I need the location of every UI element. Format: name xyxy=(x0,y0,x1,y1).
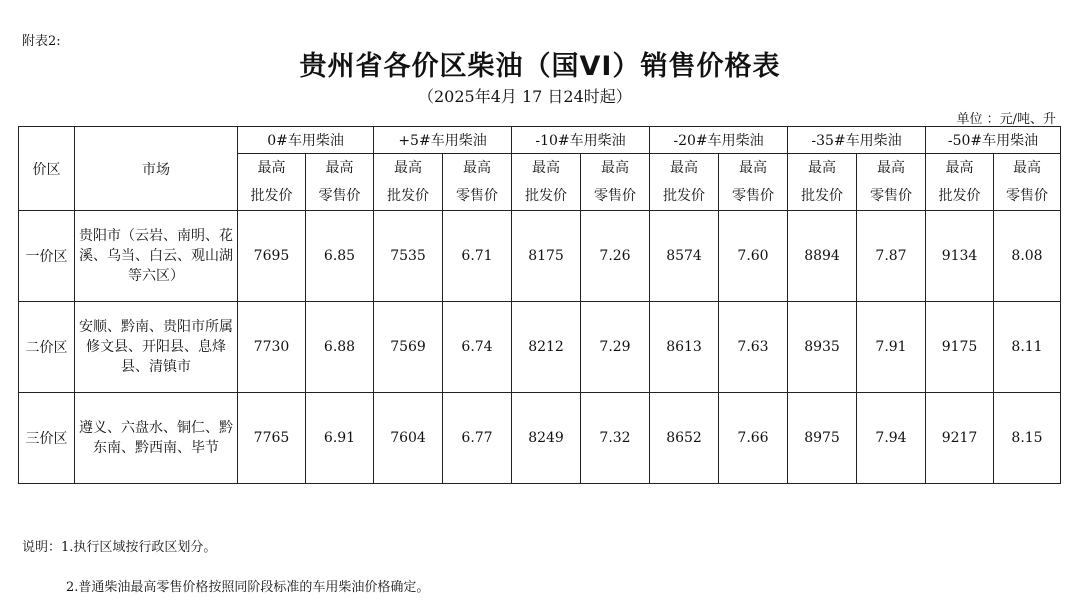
subheader-wholesale: 最高 批发价 xyxy=(926,154,994,211)
table-row xyxy=(19,302,1061,393)
wholesale-price-cell: 7604 xyxy=(374,393,443,484)
header-market: 市场 xyxy=(75,127,238,211)
retail-price-cell: 7.66 xyxy=(719,393,788,484)
subheader-wholesale: 最高 批发价 xyxy=(650,154,719,211)
attachment-label: 附表2: xyxy=(22,34,61,49)
retail-price-cell: 6.91 xyxy=(306,393,374,484)
subheader-retail: 最高 零售价 xyxy=(994,154,1061,211)
retail-price-cell: 7.94 xyxy=(857,393,926,484)
subheader-retail: 最高 零售价 xyxy=(581,154,650,211)
retail-price-cell: 7.63 xyxy=(719,302,788,393)
wholesale-price-cell: 8613 xyxy=(650,302,719,393)
wholesale-price-cell: 8894 xyxy=(788,211,857,302)
zone-cell: 三价区 xyxy=(19,393,75,484)
zone-cell: 一价区 xyxy=(19,211,75,302)
header-fuel-plus5: +5#车用柴油 xyxy=(374,127,512,154)
page-title: 贵州省各价区柴油（国VI）销售价格表 xyxy=(299,51,781,82)
retail-price-cell: 7.32 xyxy=(581,393,650,484)
wholesale-price-cell: 8212 xyxy=(512,302,581,393)
wholesale-price-cell: 8652 xyxy=(650,393,719,484)
subheader-retail: 最高 零售价 xyxy=(443,154,512,211)
wholesale-price-cell: 8175 xyxy=(512,211,581,302)
wholesale-price-cell: 8249 xyxy=(512,393,581,484)
wholesale-price-cell: 8574 xyxy=(650,211,719,302)
note-2: 2.普通柴油最高零售价格按照同阶段标准的车用柴油价格确定。 xyxy=(66,580,430,595)
subheader-wholesale: 最高 批发价 xyxy=(512,154,581,211)
retail-price-cell: 6.74 xyxy=(443,302,512,393)
table-row xyxy=(19,211,1061,302)
retail-price-cell: 8.08 xyxy=(994,211,1061,302)
wholesale-price-cell: 7535 xyxy=(374,211,443,302)
retail-price-cell: 6.77 xyxy=(443,393,512,484)
wholesale-price-cell: 9217 xyxy=(926,393,994,484)
retail-price-cell: 7.91 xyxy=(857,302,926,393)
note-1: 说明：1.执行区域按行政区划分。 xyxy=(22,540,217,555)
retail-price-cell: 7.26 xyxy=(581,211,650,302)
subheader-wholesale: 最高 批发价 xyxy=(238,154,306,211)
price-table xyxy=(18,126,1061,484)
header-zone: 价区 xyxy=(19,127,75,211)
subheader-wholesale: 最高 批发价 xyxy=(374,154,443,211)
wholesale-price-cell: 7765 xyxy=(238,393,306,484)
subheader-wholesale: 最高 批发价 xyxy=(788,154,857,211)
header-fuel-minus35: -35#车用柴油 xyxy=(788,127,926,154)
wholesale-price-cell: 9134 xyxy=(926,211,994,302)
wholesale-price-cell: 9175 xyxy=(926,302,994,393)
table-row xyxy=(19,393,1061,484)
retail-price-cell: 6.88 xyxy=(306,302,374,393)
retail-price-cell: 7.60 xyxy=(719,211,788,302)
unit-label: 单位 ：元/吨、升 xyxy=(956,112,1056,127)
retail-price-cell: 8.11 xyxy=(994,302,1061,393)
retail-price-cell: 8.15 xyxy=(994,393,1061,484)
retail-price-cell: 6.71 xyxy=(443,211,512,302)
zone-cell: 二价区 xyxy=(19,302,75,393)
retail-price-cell: 7.29 xyxy=(581,302,650,393)
header-fuel-minus20: -20#车用柴油 xyxy=(650,127,788,154)
wholesale-price-cell: 8975 xyxy=(788,393,857,484)
wholesale-price-cell: 7695 xyxy=(238,211,306,302)
effective-date: （2025年4月 17 日24时起） xyxy=(418,87,632,106)
market-cell: 安顺、黔南、贵阳市所属修文县、开阳县、息烽县、清镇市 xyxy=(75,302,238,393)
table-header-row xyxy=(19,127,1061,154)
wholesale-price-cell: 8935 xyxy=(788,302,857,393)
wholesale-price-cell: 7569 xyxy=(374,302,443,393)
header-fuel-minus10: -10#车用柴油 xyxy=(512,127,650,154)
header-fuel-0: 0#车用柴油 xyxy=(238,127,374,154)
market-cell: 贵阳市（云岩、南明、花溪、乌当、白云、观山湖等六区） xyxy=(75,211,238,302)
subheader-retail: 最高 零售价 xyxy=(719,154,788,211)
retail-price-cell: 7.87 xyxy=(857,211,926,302)
retail-price-cell: 6.85 xyxy=(306,211,374,302)
wholesale-price-cell: 7730 xyxy=(238,302,306,393)
header-fuel-minus50: -50#车用柴油 xyxy=(926,127,1061,154)
market-cell: 遵义、六盘水、铜仁、黔东南、黔西南、毕节 xyxy=(75,393,238,484)
subheader-retail: 最高 零售价 xyxy=(857,154,926,211)
subheader-retail: 最高 零售价 xyxy=(306,154,374,211)
